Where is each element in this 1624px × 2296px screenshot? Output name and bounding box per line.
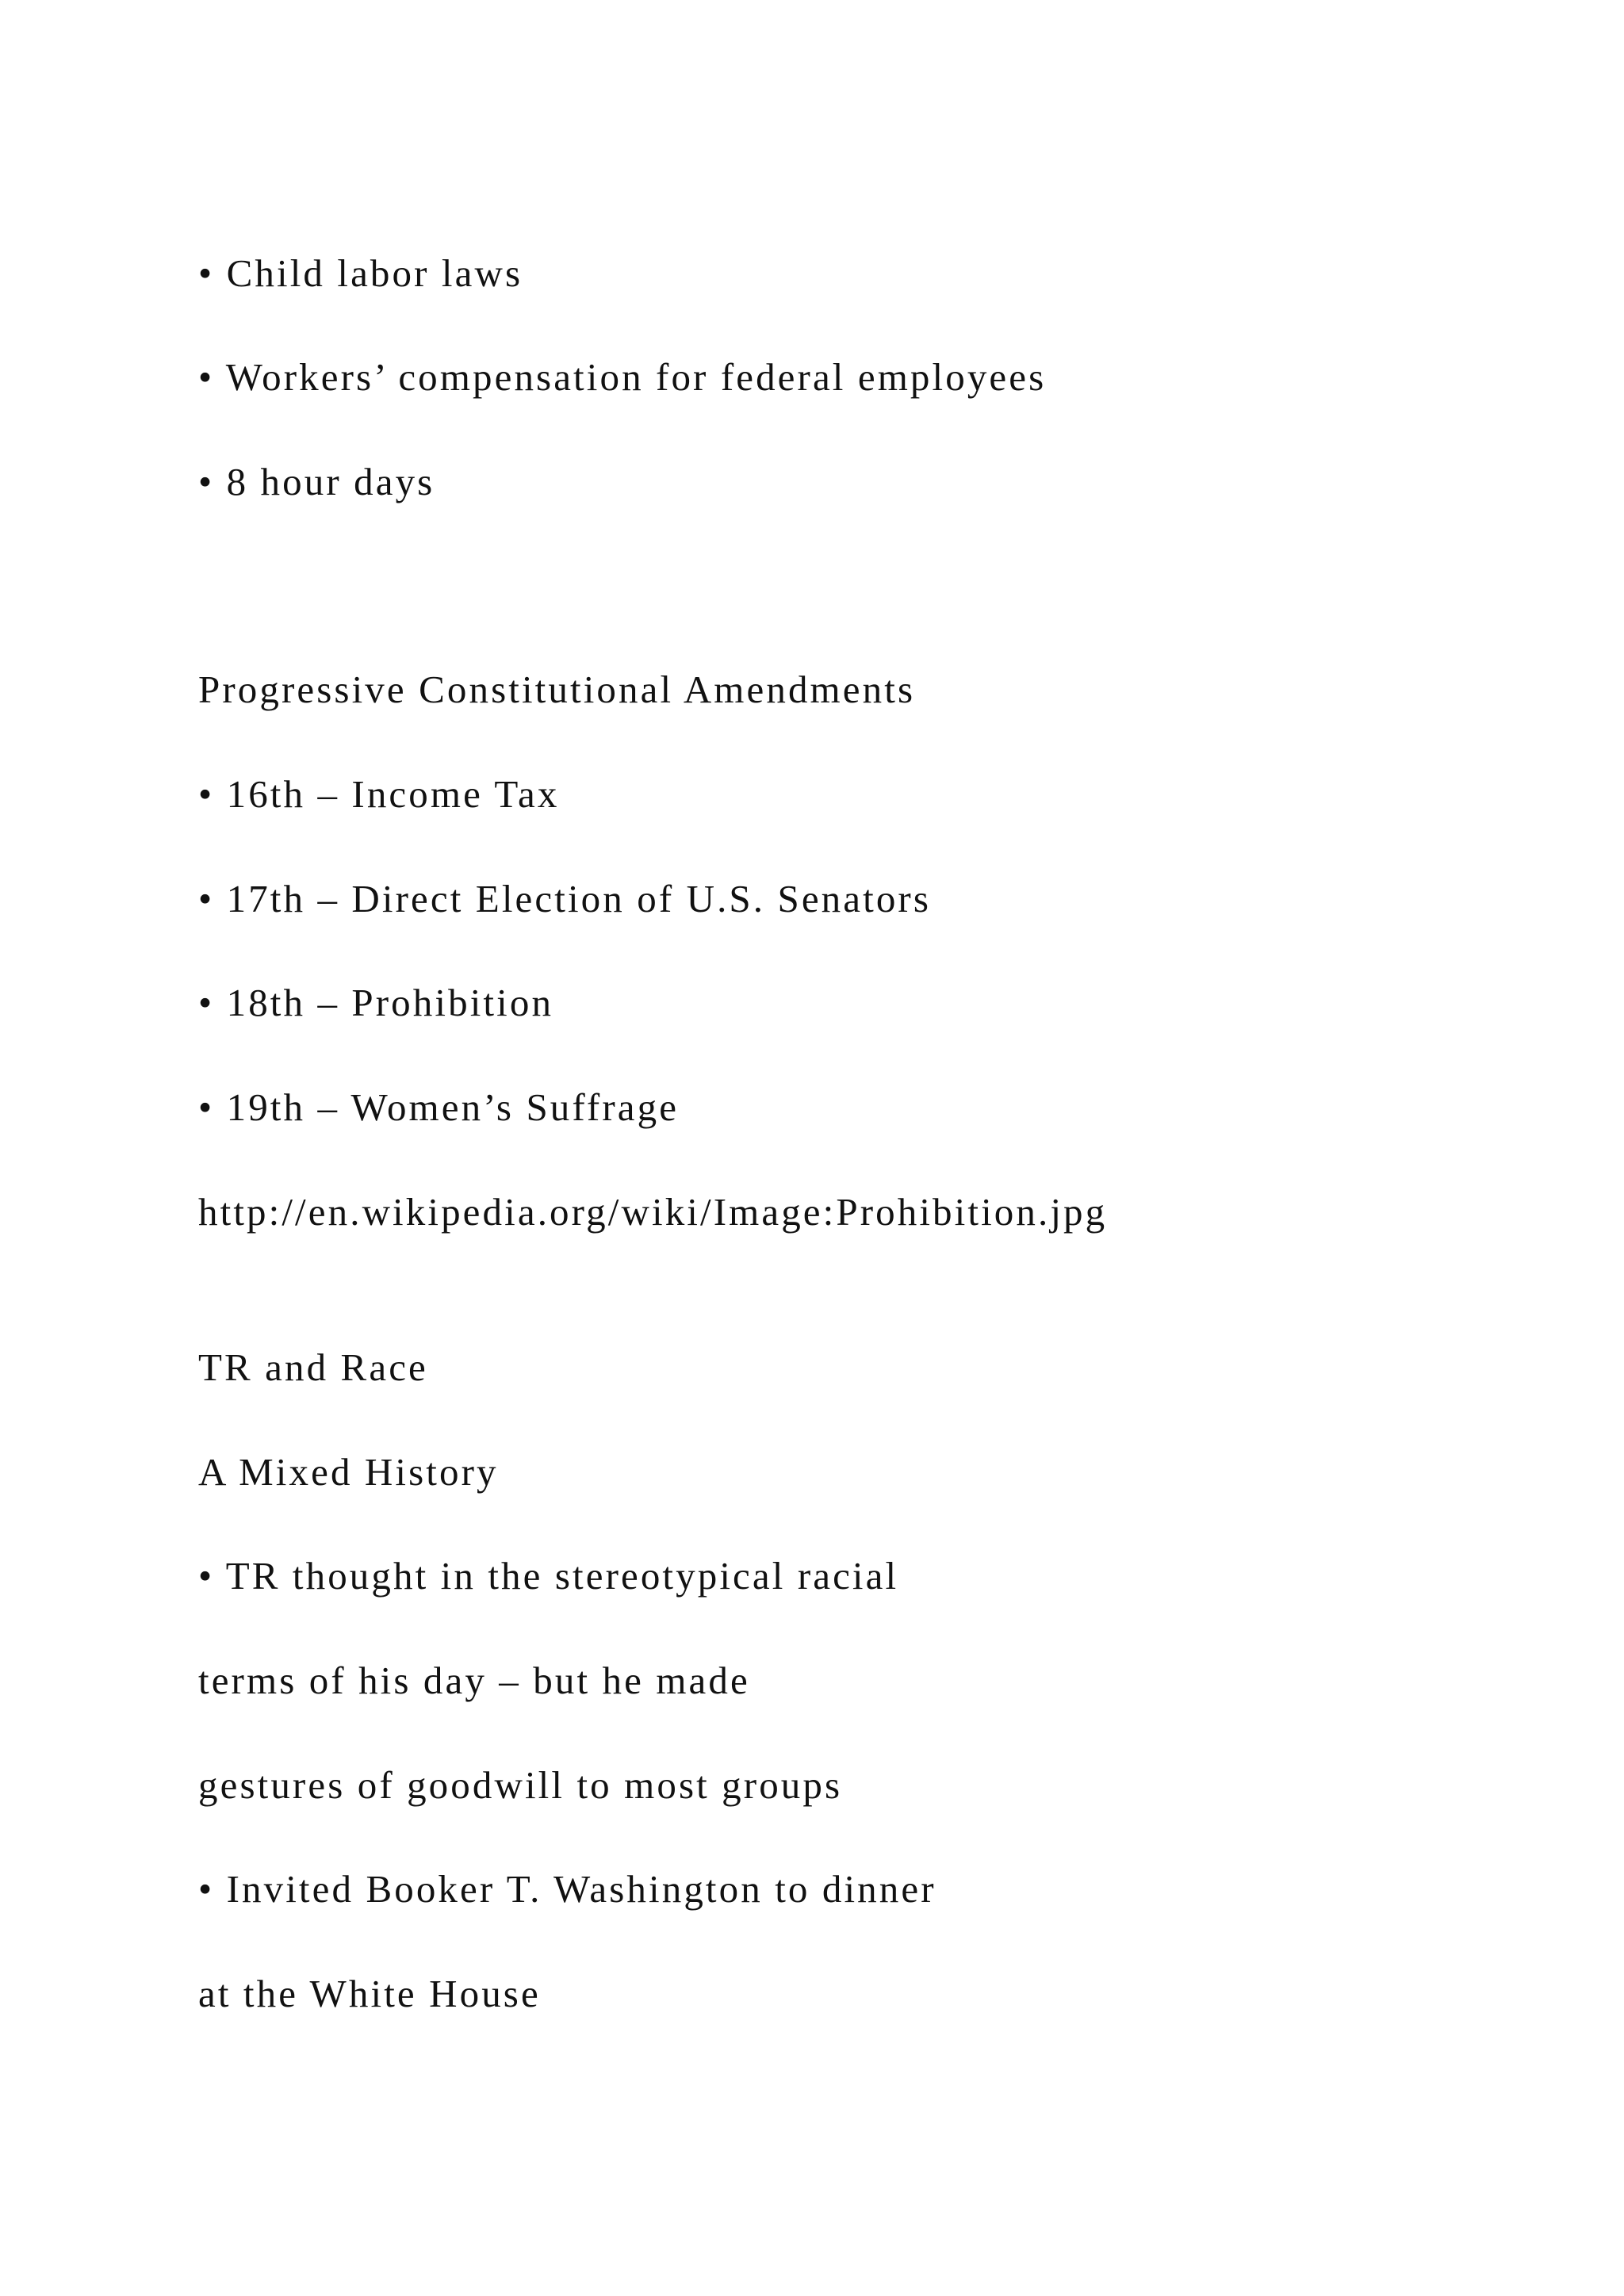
bullet-continuation-line: gestures of goodwill to most groups: [198, 1763, 843, 1807]
bullet-19th-amendment: • 19th – Women’s Suffrage: [198, 1085, 680, 1129]
section-heading-progressive-amendments: Progressive Constitutional Amendments: [198, 668, 916, 711]
subheading-mixed-history: A Mixed History: [198, 1450, 499, 1494]
bullet-continuation-line: terms of his day – but he made: [198, 1659, 750, 1702]
bullet-8-hour-days: • 8 hour days: [198, 460, 435, 503]
bullet-child-labor-laws: • Child labor laws: [198, 251, 523, 295]
source-url: http://en.wikipedia.org/wiki/Image:Prohibition.jpg: [198, 1190, 1108, 1234]
bullet-tr-racial-thinking: • TR thought in the stereotypical racial: [198, 1554, 899, 1598]
section-heading-tr-and-race: TR and Race: [198, 1345, 428, 1389]
bullet-16th-amendment: • 16th – Income Tax: [198, 772, 560, 816]
bullet-continuation-line: at the White House: [198, 1972, 541, 2015]
bullet-workers-compensation: • Workers’ compensation for federal employees: [198, 355, 1047, 399]
bullet-17th-amendment: • 17th – Direct Election of U.S. Senators: [198, 877, 932, 920]
bullet-booker-t-washington: • Invited Booker T. Washington to dinner: [198, 1867, 936, 1911]
bullet-18th-amendment: • 18th – Prohibition: [198, 981, 554, 1024]
